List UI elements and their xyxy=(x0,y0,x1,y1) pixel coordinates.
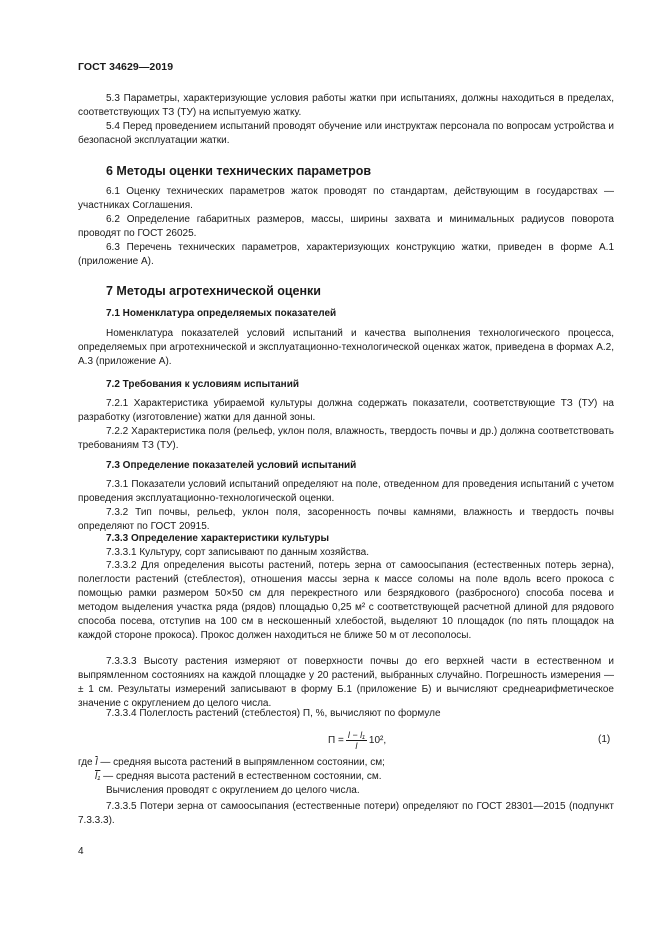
paragraph-6-3: 6.3 Перечень технических параметров, характеризующих конструкцию жатки, приведен в форме А.1 (приложение А). xyxy=(78,242,614,267)
formula-numerator: l − l₁ xyxy=(347,729,365,740)
section-6-heading: 6 Методы оценки технических параметров xyxy=(106,164,372,178)
paragraph-7-3-1: 7.3.1 Показатели условий испытаний определяют на поле, отведенном для проведения испытаний с учетом проведения эксплуатационно-технологической оценки. xyxy=(78,479,614,504)
paragraph-7-3-3-2: 7.3.3.2 Для определения высоты растений, потерь зерна от самоосыпания (естественных потерь зерна), полеглости растений (стеблестоя), отношения массы зерна к массе соломы на поле вдоль всего прокоса с помощью рамки размером 50×50 см для перекрестного или безрядкового (разбросного) способа посева и методом выделения участка ряда (рядов) площадью 0,25 м² с соответствующей расчетной длиной для рядового способа посева, отступив на 100 см в нескошенный хлебостой, выделяют 10 площадок (по пять площадок на каждой стороне прокоса). Прокос должен находиться не ближе 50 м от лесополосы. xyxy=(78,560,614,641)
paragraph-7-3-3-4: 7.3.3.4 Полеглость растений (стеблестоя) П, %, вычисляют по формуле xyxy=(106,708,441,719)
section-7-heading: 7 Методы агротехнической оценки xyxy=(106,284,321,298)
formula-fraction xyxy=(346,730,367,751)
where-line-3: Вычисления проводят с округлением до целого числа. xyxy=(106,785,360,796)
paragraph-6-1: 6.1 Оценку технических параметров жаток проводят по стандартам, действующим в государствах — участниках Соглашения. xyxy=(78,186,614,211)
where-line-2 xyxy=(95,770,614,784)
subsection-7-3-3-heading: 7.3.3 Определение характеристики культуры xyxy=(106,533,330,544)
where-symbol-l1: l₁ xyxy=(95,771,101,782)
formula-tail: 10², xyxy=(368,734,387,746)
paragraph-7-3-3-5: 7.3.3.5 Потери зерна от самоосыпания (естественные потери) определяют по ГОСТ 28301—2015 (подпункт 7.3.3.3). xyxy=(78,801,614,826)
paragraph-7-2-2: 7.2.2 Характеристика поля (рельеф, уклон поля, влажность, твердость почвы и др.) должна соответствовать требованиям ТЗ (ТУ). xyxy=(78,426,614,451)
where-prefix: где xyxy=(78,757,93,768)
subsection-7-3-heading: 7.3 Определение показателей условий испытаний xyxy=(106,460,357,471)
subsection-7-2-heading: 7.2 Требования к условиям испытаний xyxy=(106,379,299,390)
paragraph-7-2-1: 7.2.1 Характеристика убираемой культуры должна содержать показатели, соответствующие ТЗ (ТУ) на разработку (изготовление) жатки для данной зоны. xyxy=(78,398,614,423)
subsection-7-1-heading: 7.1 Номенклатура определяемых показателей xyxy=(106,308,337,319)
formula-number: (1) xyxy=(598,734,611,745)
paragraph-7-3-2: 7.3.2 Тип почвы, рельеф, уклон поля, засоренность почвы камнями, влажность и твердость почвы определяют по ГОСТ 20915. xyxy=(78,507,614,532)
where-symbol-l: $\overline{l}$ xyxy=(95,757,98,768)
paragraph-5-3: 5.3 Параметры, характеризующие условия работы жатки при испытаниях, должны находиться в пределах, соответствующих ТЗ (ТУ) на испытуемую жатку. xyxy=(78,93,614,118)
formula-denominator: l xyxy=(355,740,358,751)
paragraph-6-2: 6.2 Определение габаритных размеров, массы, ширины захвата и минимальных радиусов поворота проводят по ГОСТ 26025. xyxy=(78,214,614,239)
paragraph-7-3-3-1: 7.3.3.1 Культуру, сорт записывают по данным хозяйства. xyxy=(106,547,370,558)
where-line-1 xyxy=(78,756,614,770)
formula-lhs: П = xyxy=(328,734,344,746)
paragraph-7-3-3-3: 7.3.3.3 Высоту растения измеряют от поверхности почвы до его верхней части в естественном и выпрямленном состояниях на каждой площадке у 20 растений, выбранных случайно. Погрешность измерения — ± 1 см. Результаты измерений записывают в форму Б.1 (приложение Б) и вычисляют среднеарифметическое значение с округлением до целого числа. xyxy=(78,656,614,709)
where-text-2: — средняя высота растений в естественном состоянии, см. xyxy=(103,771,382,782)
paragraph-5-4: 5.4 Перед проведением испытаний проводят обучение или инструктаж персонала по вопросам устройства и безопасной эксплуатации жатки. xyxy=(78,121,614,146)
formula-1 xyxy=(328,727,386,753)
standard-header: ГОСТ 34629—2019 xyxy=(78,61,174,73)
page-number: 4 xyxy=(78,846,84,857)
paragraph-7-1: Номенклатура показателей условий испытаний и качества выполнения технологического процесса, определяемых при агротехнической и эксплуатационно-технологической оценках жаток, приведена в формах А.2, А.3 (приложение А). xyxy=(78,328,614,367)
where-text-1: — средняя высота растений в выпрямленном состоянии, см; xyxy=(100,757,385,768)
